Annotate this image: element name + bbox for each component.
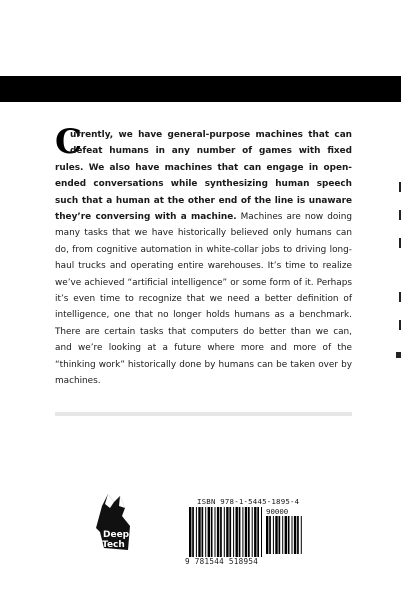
barcode-bar: [215, 507, 216, 557]
spine-mark: [396, 352, 401, 358]
barcode-bar: [297, 516, 299, 554]
back-cover-blurb: [55, 122, 352, 390]
blurb-bold-intro: urrently, we have general-purpose machines that can defeat humans in any number of games with fixed rules. We also have machines that can engage in open-ended conversations while synthesizing human speech such that a human at the other end of the line is unaware they’re conversing with a machine.: [55, 130, 352, 223]
top-black-band: [0, 76, 401, 102]
barcode-bar: [245, 507, 247, 557]
barcode-bar: [211, 507, 213, 557]
barcode-bar: [208, 507, 210, 557]
barcode-bar: [192, 507, 194, 557]
barcode-bar: [205, 507, 206, 557]
barcode-bar: [229, 507, 231, 557]
barcode-bar: [254, 507, 256, 557]
barcode-bar: [236, 507, 238, 557]
barcode-bar: [226, 507, 228, 557]
barcode-bar: [252, 507, 253, 557]
publisher-name-line2: Tech: [102, 540, 125, 550]
publisher-name-line3: PRESS: [104, 551, 122, 556]
barcode-bar: [292, 516, 293, 554]
barcode-bar: [257, 507, 259, 557]
barcode-bar: [269, 516, 271, 554]
barcode-bar: [261, 507, 262, 557]
drop-cap: C: [55, 122, 83, 162]
barcode-bar: [220, 507, 222, 557]
barcode-bar: [224, 507, 225, 557]
barcode-digits: 9 781544 518954: [185, 557, 259, 566]
barcode-bar: [301, 516, 302, 554]
barcode-bar: [285, 516, 287, 554]
barcode-bars: [189, 507, 264, 559]
barcode-bar: [282, 516, 283, 554]
blurb-body: Machines are now doing many tasks that we have historically believed only humans can do, from cognitive automation in white-collar jobs to driving long-haul trucks and operating entire warehouses. It’s time to realize we’ve achieved “artificial intelligence” or some form of it. Perhaps it’s even time to recognize that we need a better definition of intelligence, one that no longer holds humans as a benchmark. There are certain tasks that computers do better than we can, and we’re looking at a future where more and more of the “thinking work” historically done by humans can be taken over by machines.: [55, 212, 352, 387]
barcode-bar: [266, 516, 268, 554]
isbn-label: ISBN 978-1-5445-1895-4: [197, 497, 300, 506]
barcode-bar: [275, 516, 277, 554]
barcode-bar: [233, 507, 234, 557]
price-code: 90000: [266, 507, 289, 516]
barcode-bar: [239, 507, 241, 557]
barcode-bar: [189, 507, 191, 557]
barcode-bar: [202, 507, 204, 557]
barcode-bar: [217, 507, 219, 557]
divider: [55, 412, 352, 416]
barcode-bar: [242, 507, 243, 557]
addon-barcode-bars: [266, 516, 304, 556]
barcode-bar: [248, 507, 250, 557]
barcode-bar: [288, 516, 290, 554]
barcode-bar: [279, 516, 281, 554]
barcode-bar: [196, 507, 197, 557]
barcode-bar: [273, 516, 274, 554]
barcode-bar: [294, 516, 296, 554]
barcode-bar: [198, 507, 200, 557]
publisher-name-line1: Deep: [103, 530, 130, 540]
